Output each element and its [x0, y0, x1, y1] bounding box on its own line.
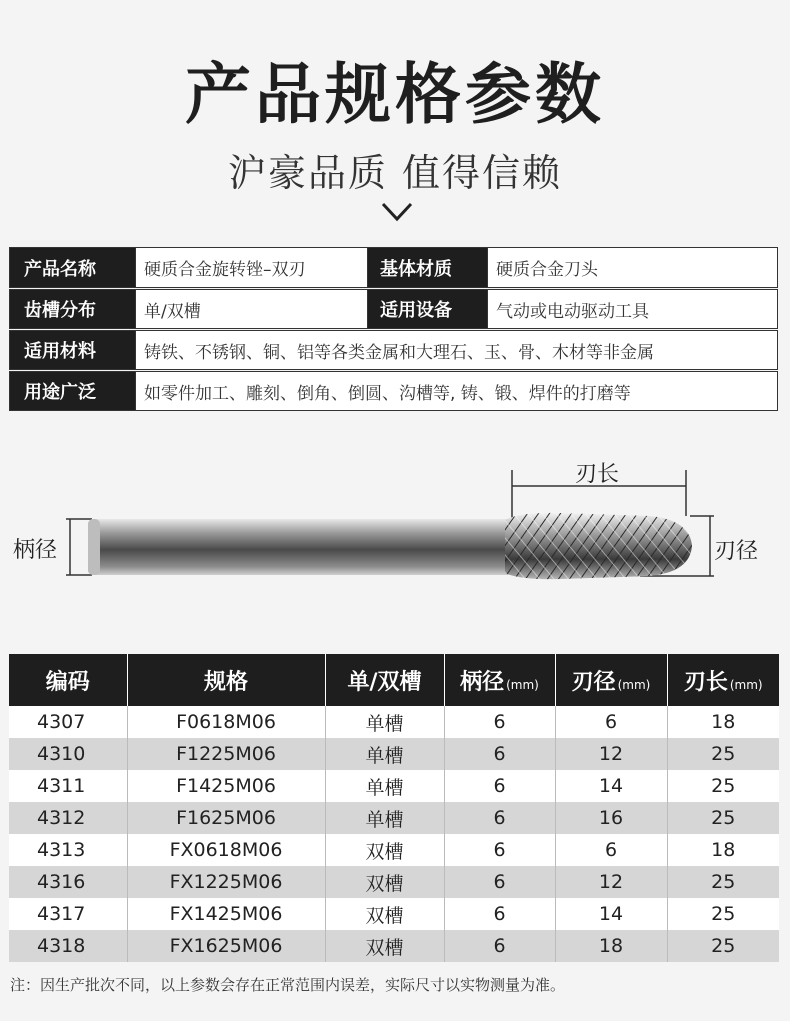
table-cell: 12: [555, 866, 667, 898]
table-cell: F0618M06: [127, 706, 325, 738]
table-row: [9, 930, 779, 962]
spec-data-table: [9, 654, 779, 962]
table-cell: 4311: [9, 770, 127, 802]
table-cell: 25: [667, 898, 779, 930]
table-cell: 4307: [9, 706, 127, 738]
spec-key: 适用材料: [10, 331, 135, 369]
table-cell: 25: [667, 738, 779, 770]
burr-drawing: [0, 450, 790, 600]
table-cell: 6: [444, 930, 555, 962]
table-cell: 单槽: [325, 738, 444, 770]
table-cell: 单槽: [325, 802, 444, 834]
column-header: 单/双槽: [325, 654, 444, 706]
table-cell: 14: [555, 770, 667, 802]
chevron-down-icon: [380, 200, 414, 224]
table-cell: 18: [555, 930, 667, 962]
table-row: [9, 866, 779, 898]
table-cell: 14: [555, 898, 667, 930]
column-header: 编码: [9, 654, 127, 706]
spec-key: 用途广泛: [10, 372, 135, 410]
spec-value: 硬质合金旋转锉–双刃: [135, 248, 367, 287]
table-cell: 25: [667, 866, 779, 898]
table-cell: 4318: [9, 930, 127, 962]
table-cell: 4316: [9, 866, 127, 898]
table-cell: 6: [444, 898, 555, 930]
table-cell: 6: [444, 770, 555, 802]
table-cell: F1225M06: [127, 738, 325, 770]
spec-row: [9, 247, 778, 288]
table-cell: F1625M06: [127, 802, 325, 834]
table-cell: 25: [667, 770, 779, 802]
column-header: 柄径 (mm): [444, 654, 555, 706]
table-cell: F1425M06: [127, 770, 325, 802]
spec-value: 单/双槽: [135, 290, 367, 328]
table-cell: 6: [444, 738, 555, 770]
table-cell: 4317: [9, 898, 127, 930]
blade-length-label: 刃长: [575, 462, 620, 487]
page-title: 产品规格参数: [185, 56, 605, 133]
table-cell: FX1225M06: [127, 866, 325, 898]
table-cell: 双槽: [325, 866, 444, 898]
table-row: [9, 802, 779, 834]
spec-row: [9, 289, 778, 329]
table-row: [9, 770, 779, 802]
table-cell: 双槽: [325, 834, 444, 866]
table-cell: 6: [555, 834, 667, 866]
table-cell: 4313: [9, 834, 127, 866]
column-header: 规格: [127, 654, 325, 706]
spec-value: 气动或电动驱动工具: [487, 290, 777, 328]
spec-row: [9, 330, 778, 370]
table-cell: 4312: [9, 802, 127, 834]
table-cell: 18: [667, 834, 779, 866]
table-row: [9, 738, 779, 770]
spec-key: 基体材质: [367, 248, 487, 287]
table-cell: 双槽: [325, 898, 444, 930]
table-header-row: [9, 654, 779, 706]
page-subtitle: 沪豪品质 值得信赖: [227, 151, 563, 195]
blade-diameter-label: 刃径: [714, 539, 759, 564]
spec-value: 如零件加工、雕刻、倒角、倒圆、沟槽等, 铸、锻、焊件的打磨等: [135, 372, 777, 410]
table-row: [9, 898, 779, 930]
table-cell: FX1625M06: [127, 930, 325, 962]
table-cell: 6: [444, 802, 555, 834]
column-header: 刃长 (mm): [667, 654, 779, 706]
spec-table: [9, 247, 778, 411]
table-cell: 25: [667, 802, 779, 834]
table-row: [9, 706, 779, 738]
table-cell: 单槽: [325, 706, 444, 738]
table-cell: 单槽: [325, 770, 444, 802]
spec-key: 齿槽分布: [10, 290, 135, 328]
table-cell: 6: [555, 706, 667, 738]
shank-diameter-label: 柄径: [13, 538, 58, 563]
table-cell: FX0618M06: [127, 834, 325, 866]
table-cell: 25: [667, 930, 779, 962]
spec-row: [9, 371, 778, 411]
footnote: 注：因生产批次不同，以上参数会存在正常范围内误差，实际尺寸以实物测量为准。: [10, 976, 566, 994]
spec-key: 适用设备: [367, 290, 487, 328]
tool-diagram: [0, 450, 790, 600]
table-cell: 16: [555, 802, 667, 834]
table-row: [9, 834, 779, 866]
table-cell: 双槽: [325, 930, 444, 962]
table-cell: 18: [667, 706, 779, 738]
table-cell: 12: [555, 738, 667, 770]
table-cell: 4310: [9, 738, 127, 770]
spec-key: 产品名称: [10, 248, 135, 287]
table-cell: 6: [444, 866, 555, 898]
spec-value: 硬质合金刀头: [487, 248, 777, 287]
table-cell: FX1425M06: [127, 898, 325, 930]
table-cell: 6: [444, 834, 555, 866]
table-cell: 6: [444, 706, 555, 738]
spec-value: 铸铁、不锈钢、铜、铝等各类金属和大理石、玉、骨、木材等非金属: [135, 331, 777, 369]
column-header: 刃径 (mm): [555, 654, 667, 706]
